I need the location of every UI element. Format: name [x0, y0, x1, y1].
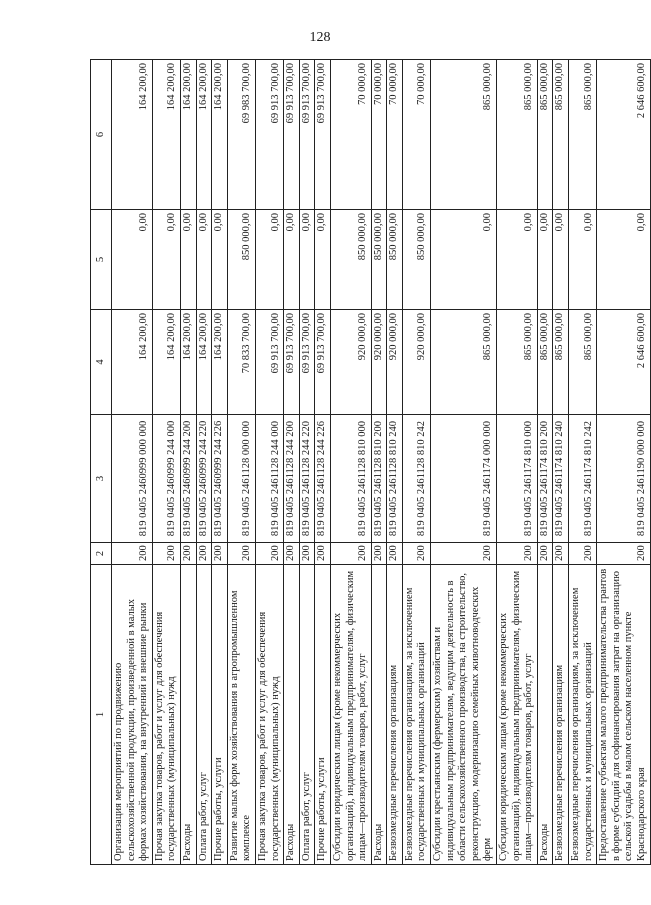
- row-amount-executed: 0,00: [112, 210, 153, 310]
- table-row: [387, 60, 403, 865]
- rotated-table-wrapper: [90, 60, 647, 865]
- row-amount-remaining: 70 000,00: [330, 60, 371, 210]
- row-amount-executed: 850 000,00: [330, 210, 371, 310]
- row-amount-approved: 865 000,00: [569, 310, 597, 415]
- row-amount-executed: 0,00: [212, 210, 228, 310]
- row-name: Оплата работ, услуг: [196, 565, 212, 865]
- row-budget-code: 819 0405 2461128 244 200: [284, 415, 300, 543]
- row-amount-executed: 0,00: [196, 210, 212, 310]
- row-budget-code: 819 0405 2461128 000 000: [227, 415, 255, 543]
- row-line-code: 200: [227, 543, 255, 565]
- row-amount-remaining: 69 983 700,00: [227, 60, 255, 210]
- row-name: Предоставление субъектам малого предпринимательства грантов в форме субсидий для софинансирования затрат на организацию сельской усадьбы в малом сельском населенном пункте Краснодарского края: [597, 565, 650, 865]
- row-budget-code: 819 0405 2461174 810 240: [553, 415, 569, 543]
- row-amount-approved: 920 000,00: [371, 310, 387, 415]
- row-line-code: 200: [112, 543, 153, 565]
- table-row: [315, 60, 331, 865]
- header-col-5: 5: [91, 210, 112, 310]
- row-amount-executed: 0,00: [553, 210, 569, 310]
- table-row: [597, 60, 650, 865]
- table-row: [152, 60, 180, 865]
- table-row: [112, 60, 153, 865]
- row-budget-code: 819 0405 2460999 000 000: [112, 415, 153, 543]
- row-amount-executed: 850 000,00: [387, 210, 403, 310]
- row-line-code: 200: [284, 543, 300, 565]
- row-line-code: 200: [497, 543, 538, 565]
- row-amount-remaining: 69 913 700,00: [255, 60, 283, 210]
- row-amount-approved: 920 000,00: [330, 310, 371, 415]
- row-name: Расходы: [180, 565, 196, 865]
- document-sheet: [90, 60, 647, 865]
- table-row: [212, 60, 228, 865]
- row-line-code: 200: [402, 543, 430, 565]
- row-amount-remaining: 164 200,00: [152, 60, 180, 210]
- header-col-1: 1: [91, 565, 112, 865]
- row-budget-code: 819 0405 2460999 244 000: [152, 415, 180, 543]
- row-amount-remaining: 865 000,00: [569, 60, 597, 210]
- row-line-code: 200: [315, 543, 331, 565]
- row-amount-executed: 0,00: [299, 210, 315, 310]
- row-budget-code: 819 0405 2461174 810 000: [497, 415, 538, 543]
- table-row: [553, 60, 569, 865]
- row-line-code: 200: [431, 543, 497, 565]
- row-line-code: 200: [387, 543, 403, 565]
- row-amount-approved: 164 200,00: [196, 310, 212, 415]
- row-name: Прочие работы, услуги: [315, 565, 331, 865]
- row-name: Оплата работ, услуг: [299, 565, 315, 865]
- row-line-code: 200: [597, 543, 650, 565]
- row-name: Расходы: [371, 565, 387, 865]
- row-amount-approved: 920 000,00: [387, 310, 403, 415]
- row-line-code: 200: [299, 543, 315, 565]
- row-budget-code: 819 0405 2460999 244 200: [180, 415, 196, 543]
- row-line-code: 200: [537, 543, 553, 565]
- row-line-code: 200: [330, 543, 371, 565]
- row-amount-approved: 69 913 700,00: [315, 310, 331, 415]
- row-amount-executed: 0,00: [315, 210, 331, 310]
- row-budget-code: 819 0405 2461128 810 240: [387, 415, 403, 543]
- row-name: Субсидии крестьянским (фермерским) хозяйствам и индивидуальным предпринимателям, ведущим деятельность в области сельскохозяйственного производства, на строительство, реконструкцию, модернизацию семейных животноводческих ферм: [431, 565, 497, 865]
- row-amount-approved: 164 200,00: [180, 310, 196, 415]
- row-budget-code: 819 0405 2461174 810 242: [569, 415, 597, 543]
- row-budget-code: 819 0405 2461128 810 242: [402, 415, 430, 543]
- row-amount-remaining: 69 913 700,00: [315, 60, 331, 210]
- row-amount-executed: 0,00: [537, 210, 553, 310]
- header-col-4: 4: [91, 310, 112, 415]
- row-amount-executed: 0,00: [255, 210, 283, 310]
- row-budget-code: 819 0405 2461174 000 000: [431, 415, 497, 543]
- row-name: Расходы: [284, 565, 300, 865]
- row-amount-remaining: 164 200,00: [212, 60, 228, 210]
- row-name: Безвозмездные перечисления организациям, за исключением государственных и муниципальных организаций: [569, 565, 597, 865]
- table-header-row: [91, 60, 112, 865]
- row-amount-approved: 164 200,00: [112, 310, 153, 415]
- row-budget-code: 819 0405 2461128 244 220: [299, 415, 315, 543]
- row-budget-code: 819 0405 2460999 244 226: [212, 415, 228, 543]
- row-budget-code: 819 0405 2461174 810 200: [537, 415, 553, 543]
- row-amount-approved: 865 000,00: [431, 310, 497, 415]
- row-amount-approved: 70 833 700,00: [227, 310, 255, 415]
- row-line-code: 200: [569, 543, 597, 565]
- row-amount-remaining: 865 000,00: [431, 60, 497, 210]
- row-name: Развитие малых форм хозяйствования в агропромышленном комплексе: [227, 565, 255, 865]
- row-budget-code: 819 0405 2461128 244 000: [255, 415, 283, 543]
- page-number: 128: [309, 30, 331, 45]
- row-amount-executed: 0,00: [284, 210, 300, 310]
- row-amount-executed: 0,00: [431, 210, 497, 310]
- row-amount-approved: 164 200,00: [152, 310, 180, 415]
- row-name: Субсидии юридическим лицам (кроме некоммерческих организаций), индивидуальным предпринимателям, физическим лицам—производителям товаров, работ, услуг: [497, 565, 538, 865]
- table-row: [299, 60, 315, 865]
- row-amount-remaining: 865 000,00: [553, 60, 569, 210]
- row-name: Прочая закупка товаров, работ и услуг для обеспечения государственных (муниципальных) нужд: [152, 565, 180, 865]
- row-amount-remaining: 2 646 600,00: [597, 60, 650, 210]
- budget-table: [90, 59, 651, 865]
- table-row: [330, 60, 371, 865]
- row-line-code: 200: [371, 543, 387, 565]
- table-row: [431, 60, 497, 865]
- row-line-code: 200: [196, 543, 212, 565]
- row-name: Безвозмездные перечисления организациям: [553, 565, 569, 865]
- row-amount-remaining: 70 000,00: [387, 60, 403, 210]
- row-amount-executed: 0,00: [180, 210, 196, 310]
- row-name: Безвозмездные перечисления организациям, за исключением государственных и муниципальных организаций: [402, 565, 430, 865]
- row-amount-remaining: 69 913 700,00: [299, 60, 315, 210]
- row-budget-code: 819 0405 2461190 000 000: [597, 415, 650, 543]
- row-amount-executed: 850 000,00: [402, 210, 430, 310]
- row-amount-executed: 0,00: [569, 210, 597, 310]
- row-amount-approved: 164 200,00: [212, 310, 228, 415]
- row-name: Безвозмездные перечисления организациям: [387, 565, 403, 865]
- row-amount-approved: 69 913 700,00: [255, 310, 283, 415]
- row-amount-approved: 69 913 700,00: [299, 310, 315, 415]
- row-name: Прочая закупка товаров, работ и услуг для обеспечения государственных (муниципальных) нужд: [255, 565, 283, 865]
- row-name: Расходы: [537, 565, 553, 865]
- table-row: [569, 60, 597, 865]
- row-line-code: 200: [180, 543, 196, 565]
- row-amount-executed: 850 000,00: [371, 210, 387, 310]
- row-amount-remaining: 865 000,00: [537, 60, 553, 210]
- row-amount-remaining: 865 000,00: [497, 60, 538, 210]
- row-name: Субсидии юридическим лицам (кроме некоммерческих организаций), индивидуальным предпринимателям, физическим лицам—производителям товаров, работ, услуг: [330, 565, 371, 865]
- table-row: [402, 60, 430, 865]
- row-line-code: 200: [255, 543, 283, 565]
- row-line-code: 200: [152, 543, 180, 565]
- row-amount-executed: 850 000,00: [227, 210, 255, 310]
- row-amount-remaining: 164 200,00: [112, 60, 153, 210]
- row-budget-code: 819 0405 2460999 244 220: [196, 415, 212, 543]
- row-line-code: 200: [553, 543, 569, 565]
- row-amount-approved: 865 000,00: [553, 310, 569, 415]
- row-amount-approved: 920 000,00: [402, 310, 430, 415]
- row-amount-remaining: 164 200,00: [180, 60, 196, 210]
- table-row: [284, 60, 300, 865]
- row-amount-approved: 69 913 700,00: [284, 310, 300, 415]
- table-row: [497, 60, 538, 865]
- row-line-code: 200: [212, 543, 228, 565]
- row-amount-executed: 0,00: [597, 210, 650, 310]
- table-row: [371, 60, 387, 865]
- table-row: [537, 60, 553, 865]
- row-amount-approved: 2 646 600,00: [597, 310, 650, 415]
- row-amount-approved: 865 000,00: [537, 310, 553, 415]
- row-budget-code: 819 0405 2461128 810 200: [371, 415, 387, 543]
- row-amount-remaining: 69 913 700,00: [284, 60, 300, 210]
- row-amount-approved: 865 000,00: [497, 310, 538, 415]
- header-col-3: 3: [91, 415, 112, 543]
- row-amount-remaining: 70 000,00: [371, 60, 387, 210]
- table-row: [227, 60, 255, 865]
- table-row: [196, 60, 212, 865]
- row-amount-remaining: 164 200,00: [196, 60, 212, 210]
- row-name: Прочие работы, услуги: [212, 565, 228, 865]
- row-budget-code: 819 0405 2461128 244 226: [315, 415, 331, 543]
- row-budget-code: 819 0405 2461128 810 000: [330, 415, 371, 543]
- row-amount-executed: 0,00: [152, 210, 180, 310]
- row-amount-executed: 0,00: [497, 210, 538, 310]
- table-row: [180, 60, 196, 865]
- table-row: [255, 60, 283, 865]
- row-name: Организация мероприятий по продвижению сельскохозяйственной продукции, произведенной в малых формах хозяйствования, на внутренний и внешние рынки: [112, 565, 153, 865]
- header-col-6: 6: [91, 60, 112, 210]
- header-col-2: 2: [91, 543, 112, 565]
- row-amount-remaining: 70 000,00: [402, 60, 430, 210]
